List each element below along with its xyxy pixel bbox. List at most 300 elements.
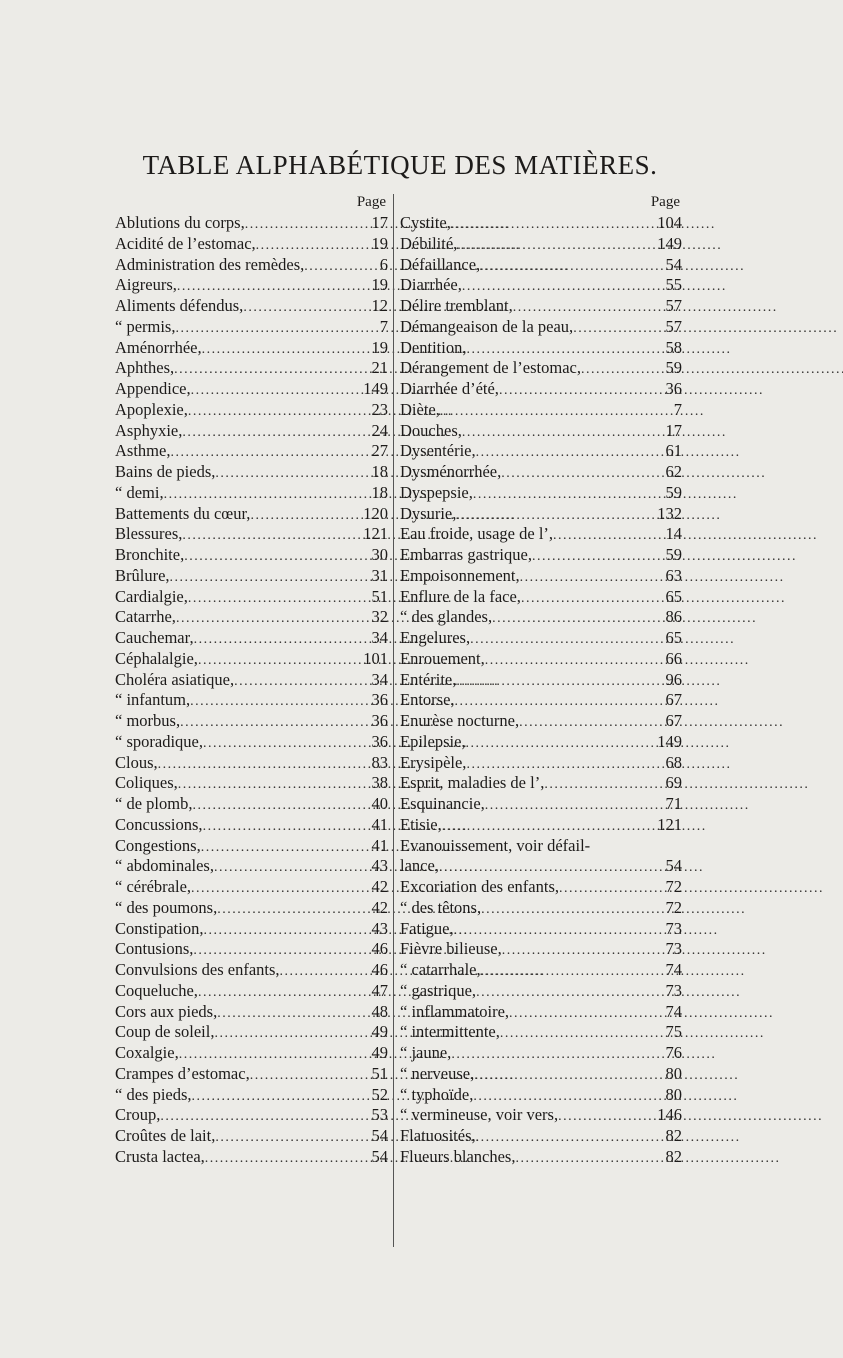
entry-term: Excoriation des enfants,: [400, 877, 559, 896]
index-entry: [115, 628, 388, 649]
dot-leader: [194, 630, 370, 651]
index-entry: [400, 504, 682, 525]
dot-leader: [245, 215, 370, 236]
index-entry: [115, 524, 388, 545]
dot-leader: [470, 630, 663, 651]
entry-page-number: 65: [665, 628, 682, 647]
entry-term: Battements du cœur,: [115, 503, 251, 523]
index-entry: [115, 462, 388, 483]
index-entry: [115, 234, 388, 255]
entry-page-number: 36: [665, 379, 682, 398]
index-entry: [115, 338, 388, 359]
dot-leader: [480, 257, 663, 278]
dot-leader: [455, 692, 664, 713]
entry-term: Coxalgie,: [115, 1043, 179, 1062]
dot-leader: [175, 319, 377, 340]
dot-leader: [466, 755, 663, 776]
entry-page-number: 62: [665, 462, 682, 481]
dot-leader: [492, 609, 663, 630]
dot-leader: [451, 215, 655, 236]
index-entry: [400, 981, 682, 1002]
dot-leader: [501, 464, 663, 485]
index-entry: [115, 441, 388, 462]
dot-leader: [180, 713, 369, 734]
entry-page-number: 43: [371, 856, 388, 876]
dot-leader: [160, 1107, 369, 1128]
dot-leader: [203, 817, 370, 838]
dot-leader: [205, 1149, 370, 1170]
index-entry: [400, 628, 682, 649]
entry-page-number: 52: [371, 1084, 388, 1104]
index-entry: [400, 1043, 682, 1064]
index-entry: [400, 856, 682, 877]
index-entry: [115, 690, 388, 711]
entry-term: “ abdominales,: [115, 856, 214, 876]
index-entry: [115, 275, 388, 296]
entry-page-number: 36: [371, 690, 388, 710]
entry-term: Concussions,: [115, 814, 203, 834]
page-column-header: Page: [356, 194, 386, 210]
index-entry: [115, 483, 388, 504]
entry-page-number: 34: [371, 669, 388, 689]
entry-term: Enflure de la face,: [400, 586, 521, 606]
dot-leader: [473, 1087, 663, 1108]
entry-page-number: 19: [371, 233, 388, 253]
entry-term: Enurèse nocturne,: [400, 711, 520, 730]
index-entry: [400, 939, 682, 960]
dot-leader: [451, 1045, 663, 1066]
index-entry: [115, 919, 388, 940]
dot-leader: [544, 775, 663, 796]
entry-term: Débilité,: [400, 233, 458, 253]
dot-leader: [456, 506, 655, 527]
entry-page-number: 101: [363, 648, 388, 668]
entry-page-number: 59: [665, 482, 682, 502]
index-entry: [115, 1022, 388, 1043]
entry-term: Esquinancie,: [400, 794, 485, 813]
entry-page-number: 51: [371, 1063, 388, 1083]
index-entry: [115, 856, 388, 877]
entry-page-number: 54: [371, 1126, 388, 1145]
entry-page-number: 63: [665, 565, 682, 585]
entry-term: Cystite,: [400, 213, 451, 232]
dot-leader: [559, 879, 664, 900]
dot-leader: [250, 506, 361, 527]
index-entry: [400, 1147, 682, 1168]
entry-term: Flueurs blanches,: [400, 1146, 516, 1166]
dot-leader: [250, 1066, 370, 1087]
index-entry: [115, 939, 388, 960]
entry-page-number: 82: [665, 1126, 682, 1145]
index-entry: [400, 1002, 682, 1023]
entry-page-number: 132: [657, 503, 682, 523]
entry-term: Appendice,: [115, 379, 191, 398]
entry-term: Coliques,: [115, 773, 178, 793]
entry-page-number: 27: [371, 441, 388, 461]
dot-leader: [573, 319, 663, 340]
entry-term: Fièvre bilieuse,: [400, 939, 502, 959]
index-entry: [400, 441, 682, 462]
entry-page-number: 68: [665, 752, 682, 772]
entry-term: “ des poumons,: [115, 897, 218, 917]
index-entry: [115, 836, 388, 857]
entry-page-number: 72: [665, 897, 682, 917]
entry-page-number: 72: [665, 877, 682, 896]
entry-term: “ nerveuse,: [400, 1063, 475, 1083]
entry-term: Entorse,: [400, 690, 455, 710]
entry-term: Diarrhée d’été,: [400, 379, 499, 398]
entry-page-number: 80: [665, 1063, 682, 1083]
index-entry: [115, 711, 388, 732]
entry-term: “ catarrhale,: [400, 960, 481, 979]
entry-page-number: 24: [371, 420, 388, 440]
index-entry: [400, 877, 682, 898]
entry-term: Embarras gastrique,: [400, 545, 532, 564]
entry-page-number: 17: [371, 213, 388, 232]
entry-page-number: 54: [665, 254, 682, 274]
entry-page-number: 6: [379, 254, 388, 274]
index-entry: [115, 587, 388, 608]
entry-term: Brûlure,: [115, 565, 170, 585]
entry-page-number: 66: [665, 648, 682, 668]
index-entry: [115, 732, 388, 753]
index-entry: [115, 545, 388, 566]
entry-term: Evanouissement, voir défail-: [400, 835, 591, 855]
index-entry: [400, 898, 682, 919]
entry-page-number: 18: [371, 482, 388, 502]
dot-leader: [177, 277, 370, 298]
dot-leader: [462, 423, 664, 444]
index-entry: [115, 255, 388, 276]
entry-page-number: 23: [371, 399, 388, 419]
entry-term: Erysipèle,: [400, 752, 467, 772]
entry-page-number: 54: [665, 856, 682, 876]
index-entry: [115, 1147, 388, 1168]
entry-page-number: 86: [665, 607, 682, 627]
entry-page-number: 41: [371, 814, 388, 834]
index-column-left: [115, 192, 388, 1168]
index-entry: [115, 607, 388, 628]
dot-leader: [519, 713, 663, 734]
entry-term: “ sporadique,: [115, 731, 203, 751]
entry-term: “ des têtons,: [400, 897, 482, 917]
dot-leader: [532, 547, 664, 568]
dot-leader: [553, 526, 663, 547]
entry-term: Flatuosités,: [400, 1126, 476, 1145]
entry-page-number: 55: [665, 275, 682, 295]
entry-term: Catarrhe,: [115, 607, 176, 627]
dot-leader: [466, 340, 663, 361]
dot-leader: [481, 962, 664, 983]
entry-page-number: 65: [665, 586, 682, 606]
entry-page-number: 57: [665, 296, 682, 315]
index-entry: [400, 483, 682, 504]
page-title: TABLE ALPHABÉTIQUE DES MATIÈRES.: [142, 150, 658, 180]
dot-leader: [215, 1128, 369, 1149]
dot-leader: [520, 568, 664, 589]
index-entry: [400, 1022, 682, 1043]
index-entry: [400, 255, 682, 276]
entry-page-number: 146: [657, 1105, 682, 1125]
entry-term: Crampes d’estomac,: [115, 1063, 250, 1083]
entry-page-number: 40: [371, 794, 388, 813]
entry-page-number: 12: [371, 296, 388, 315]
dot-leader: [191, 381, 362, 402]
index-entry: [400, 400, 682, 421]
entry-page-number: 82: [665, 1146, 682, 1166]
entry-term: Constipation,: [115, 918, 204, 938]
entry-page-number: 104: [657, 213, 682, 232]
dot-leader: [499, 381, 664, 402]
index-entry: [400, 690, 682, 711]
entry-page-number: 74: [665, 960, 682, 979]
dot-leader: [215, 464, 369, 485]
entry-term: “ permis,: [115, 316, 176, 336]
entry-page-number: 71: [665, 794, 682, 813]
entry-term: Empoisonnement,: [400, 565, 520, 585]
entry-term: Eau froide, usage de l’,: [400, 524, 554, 544]
entry-page-number: 19: [371, 337, 388, 357]
index-entry: [115, 1085, 388, 1106]
dot-leader: [198, 983, 370, 1004]
index-entry: [400, 317, 682, 338]
entry-term: “ des pieds,: [115, 1084, 192, 1104]
index-entry: [115, 1043, 388, 1064]
entry-term: Fatigue,: [400, 918, 454, 938]
dot-leader: [192, 1087, 370, 1108]
entry-term: Dérangement de l’estomac,: [400, 358, 581, 378]
entry-page-number: 36: [371, 711, 388, 730]
index-entry: [400, 773, 682, 794]
index-entry: [115, 1002, 388, 1023]
entry-page-number: 73: [665, 939, 682, 959]
index-entry: [400, 1085, 682, 1106]
entry-term: Blessures,: [115, 524, 183, 544]
index-entry: [115, 1126, 388, 1147]
entry-page-number: 19: [371, 275, 388, 295]
entry-term: Aménorrhée,: [115, 337, 202, 357]
entry-term: “ inflammatoire,: [400, 1001, 510, 1021]
dot-leader: [182, 526, 361, 547]
index-entry: [115, 960, 388, 981]
entry-term: Céphalalgie,: [115, 648, 198, 668]
dot-leader: [190, 692, 369, 713]
entry-page-number: 14: [665, 524, 682, 544]
entry-page-number: 51: [371, 586, 388, 606]
entry-page-number: 42: [371, 897, 388, 917]
index-entry: [115, 317, 388, 338]
index-entry: [115, 566, 388, 587]
index-entry: [400, 815, 682, 836]
entry-term: Dyspepsie,: [400, 482, 473, 502]
entry-page-number: 61: [665, 441, 682, 461]
entry-page-number: 57: [665, 316, 682, 336]
entry-page-number: 32: [371, 607, 388, 627]
dot-leader: [170, 568, 370, 589]
entry-page-number: 75: [665, 1022, 682, 1042]
index-entry: [400, 919, 682, 940]
entry-term: “ cérébrale,: [115, 877, 192, 896]
index-entry: [400, 587, 682, 608]
dot-leader: [234, 672, 369, 693]
dot-leader: [174, 360, 369, 381]
entry-page-number: 121: [657, 814, 682, 834]
entry-term: “ gastrique,: [400, 980, 477, 1000]
entry-page-number: 74: [665, 1001, 682, 1021]
entry-page-number: 73: [665, 918, 682, 938]
index-entry: [400, 338, 682, 359]
dot-leader: [457, 236, 655, 257]
entry-term: “ jaune,: [400, 1043, 452, 1062]
entry-page-number: 17: [665, 420, 682, 440]
entry-term: Coup de soleil,: [115, 1022, 215, 1042]
entry-term: Aigreurs,: [115, 275, 177, 295]
dot-leader: [256, 236, 370, 257]
index-entry: [115, 296, 388, 317]
entry-page-number: 48: [371, 1001, 388, 1021]
dot-leader: [243, 298, 369, 319]
entry-term: Dysurie,: [400, 503, 457, 523]
entry-page-number: 47: [371, 980, 388, 1000]
entry-term: Epilepsie,: [400, 731, 466, 751]
entry-term: lance,: [400, 856, 439, 876]
entry-term: “ intermittente,: [400, 1022, 500, 1042]
dot-leader: [502, 941, 664, 962]
index-entry: [400, 1064, 682, 1085]
entry-term: Convulsions des enfants,: [115, 960, 280, 979]
dot-leader: [203, 734, 370, 755]
dot-leader: [476, 443, 664, 464]
entry-page-number: 54: [371, 1146, 388, 1166]
index-entry: [400, 607, 682, 628]
dot-leader: [182, 423, 369, 444]
entry-page-number: 76: [665, 1043, 682, 1062]
entry-page-number: 30: [371, 545, 388, 564]
index-entry: [400, 213, 682, 234]
index-entry: [115, 670, 388, 691]
index-column-right: [400, 192, 682, 1168]
entry-page-number: 59: [665, 358, 682, 378]
dot-leader: [191, 879, 369, 900]
index-entry: [400, 649, 682, 670]
entry-page-number: 7: [379, 316, 388, 336]
index-entry: [400, 275, 682, 296]
entry-page-number: 18: [371, 462, 388, 481]
dot-leader: [474, 1066, 663, 1087]
index-entry: [115, 1064, 388, 1085]
index-entry: [400, 711, 682, 732]
index-entry: [115, 400, 388, 421]
dot-leader: [280, 962, 370, 983]
entry-term: Contusions,: [115, 939, 194, 959]
index-entry: [400, 836, 682, 857]
entry-term: Cauchemar,: [115, 628, 194, 647]
dot-leader: [476, 1128, 664, 1149]
entry-term: Démangeaison de la peau,: [400, 316, 574, 336]
entry-page-number: 41: [371, 835, 388, 855]
entry-term: Bains de pieds,: [115, 462, 216, 481]
entry-term: Douches,: [400, 420, 462, 440]
entry-page-number: 21: [371, 358, 388, 378]
index-entry: [115, 877, 388, 898]
entry-page-number: 36: [371, 731, 388, 751]
index-entry: [115, 649, 388, 670]
dot-leader: [188, 402, 370, 423]
dot-leader: [456, 672, 663, 693]
entry-page-number: 67: [665, 690, 682, 710]
dot-leader: [201, 838, 370, 859]
entry-term: Délire tremblant,: [400, 296, 513, 315]
index-entry: [400, 670, 682, 691]
entry-page-number: 7: [673, 399, 682, 419]
dot-leader: [558, 1107, 655, 1128]
entry-term: Clous,: [115, 752, 158, 772]
entry-page-number: 46: [371, 960, 388, 979]
dot-leader: [164, 485, 370, 506]
entry-page-number: 80: [665, 1084, 682, 1104]
entry-term: “ demi,: [115, 482, 164, 502]
entry-page-number: 120: [363, 503, 388, 523]
entry-page-number: 43: [371, 918, 388, 938]
entry-term: Apoplexie,: [115, 399, 188, 419]
index-entry: [400, 566, 682, 587]
entry-page-number: 96: [665, 669, 682, 689]
index-entry: [115, 1105, 388, 1126]
page-column-header: Page: [650, 194, 680, 210]
dot-leader: [466, 734, 656, 755]
index-entry: [400, 1126, 682, 1147]
index-entry: [115, 815, 388, 836]
dot-leader: [176, 609, 370, 630]
dot-leader: [581, 360, 664, 381]
entry-term: “ infantum,: [115, 690, 191, 710]
dot-leader: [179, 1045, 370, 1066]
entry-term: Croûtes de lait,: [115, 1126, 216, 1145]
index-entry: [115, 213, 388, 234]
index-entry: [400, 732, 682, 753]
entry-term: Ablutions du corps,: [115, 213, 245, 232]
dot-leader: [454, 921, 664, 942]
entry-page-number: 34: [371, 628, 388, 647]
entry-term: Administration des remèdes,: [115, 254, 305, 274]
index-entry: [400, 794, 682, 815]
dot-leader: [515, 1149, 663, 1170]
index-entry: [400, 960, 682, 981]
entry-term: Coqueluche,: [115, 980, 198, 1000]
entry-term: Dentition,: [400, 337, 467, 357]
dot-leader: [192, 796, 369, 817]
dot-leader: [217, 900, 369, 921]
entry-term: Bronchite,: [115, 545, 185, 564]
entry-page-number: 46: [371, 939, 388, 959]
entry-page-number: 73: [665, 980, 682, 1000]
entry-page-number: 121: [363, 524, 388, 544]
entry-term: Choléra asiatique,: [115, 669, 235, 689]
index-entry: [115, 981, 388, 1002]
entry-term: Diète,: [400, 399, 440, 419]
index-entry: [400, 421, 682, 442]
index-entry: [400, 1105, 682, 1126]
entry-term: Asthme,: [115, 441, 171, 461]
dot-leader: [473, 485, 664, 506]
entry-term: Entérite,: [400, 669, 457, 689]
index-entry: [400, 358, 682, 379]
index-entry: [400, 379, 682, 400]
index-entry: [115, 421, 388, 442]
entry-page-number: 42: [371, 877, 388, 896]
index-entry: [400, 462, 682, 483]
index-entry: [115, 379, 388, 400]
